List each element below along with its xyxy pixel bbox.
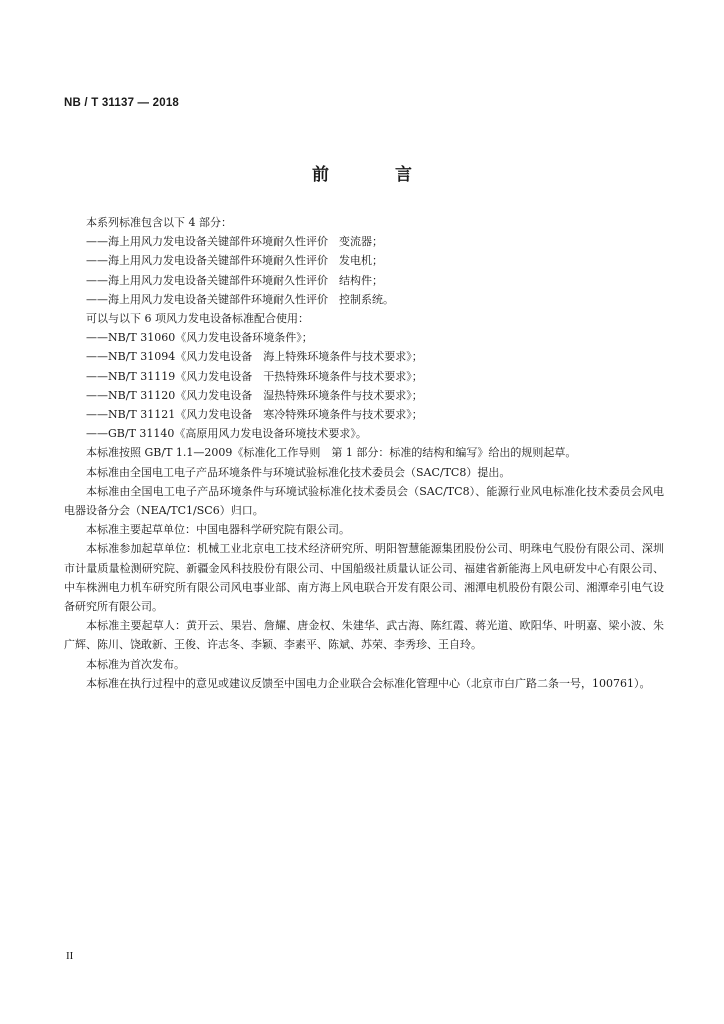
series-part-item: ——海上用风力发电设备关键部件环境耐久性评价 发电机；	[86, 254, 383, 268]
related-standard-item: ——NB/T 31119《风力发电设备 干热特殊环境条件与技术要求》；	[86, 369, 423, 383]
administration-paragraph: 本标准由全国电工电子产品环境条件与环境试验标准化技术委员会（SAC/TC8）、能源行业风电标准化技术委员会风电电器设备分会（NEA/TC1/SC6）归口。	[64, 484, 664, 518]
page-title: 前 言	[312, 165, 442, 185]
related-standard-item: ——NB/T 31060《风力发电设备环境条件》；	[86, 331, 313, 345]
first-release-paragraph: 本标准为首次发布。	[86, 657, 185, 671]
main-drafters-paragraph: 本标准主要起草人：黄开云、果岩、詹耀、唐金权、朱建华、武古海、陈红霞、蒋光道、欧阳华、叶明嘉、梁小波、朱广辉、陈川、饶敢新、王俊、许志冬、李颖、李素平、陈斌、苏荣、李秀珍、王自玲。	[64, 619, 664, 652]
standard-code-header: NB / T 31137 — 2018	[64, 97, 180, 109]
series-intro: 本系列标准包含以下 4 部分：	[86, 216, 232, 229]
related-standard-item: ——NB/T 31120《风力发电设备 湿热特殊环境条件与技术要求》；	[86, 388, 423, 402]
series-part-item: ——海上用风力发电设备关键部件环境耐久性评价 变流器；	[86, 235, 383, 249]
participating-units-paragraph: 本标准参加起草单位：机械工业北京电工技术经济研究所、明阳智慧能源集团股份公司、明珠电气股份有限公司、深圳市计量质量检测研究院、新疆金风科技股份有限公司、中国船级社质量认证公司、福建省新能海上风电研发中心有限公司、中车株洲电力机车研究所有限公司风电事业部、南方海上风电联合开发有限公司、湘潭电机股份有限公司、湘潭牵引电气设备研究所有限公司。	[64, 542, 664, 614]
page-number: II	[66, 950, 74, 962]
series-part-item: ——海上用风力发电设备关键部件环境耐久性评价 结构件；	[86, 273, 383, 287]
proposer-paragraph: 本标准由全国电工电子产品环境条件与环境试验标准化技术委员会（SAC/TC8）提出。	[86, 465, 511, 479]
related-standard-item: ——GB/T 31140《高原用风力发电设备环境技术要求》。	[86, 427, 367, 441]
preface-body	[64, 213, 664, 693]
related-intro: 可以与以下 6 项风力发电设备标准配合使用：	[86, 312, 309, 326]
series-part-item: ——海上用风力发电设备关键部件环境耐久性评价 控制系统。	[86, 292, 394, 306]
main-drafting-unit-paragraph: 本标准主要起草单位：中国电器科学研究院有限公司。	[86, 523, 350, 537]
feedback-paragraph: 本标准在执行过程中的意见或建议反馈至中国电力企业联合会标准化管理中心（北京市白广路二条一号，100761）。	[86, 676, 651, 690]
related-standard-item: ——NB/T 31094《风力发电设备 海上特殊环境条件与技术要求》；	[86, 350, 423, 364]
drafting-rules-paragraph: 本标准按照 GB/T 1.1—2009《标准化工作导则 第 1 部分：标准的结构和编写》给出的规则起草。	[86, 446, 577, 460]
related-standard-item: ——NB/T 31121《风力发电设备 寒冷特殊环境条件与技术要求》；	[86, 408, 423, 422]
